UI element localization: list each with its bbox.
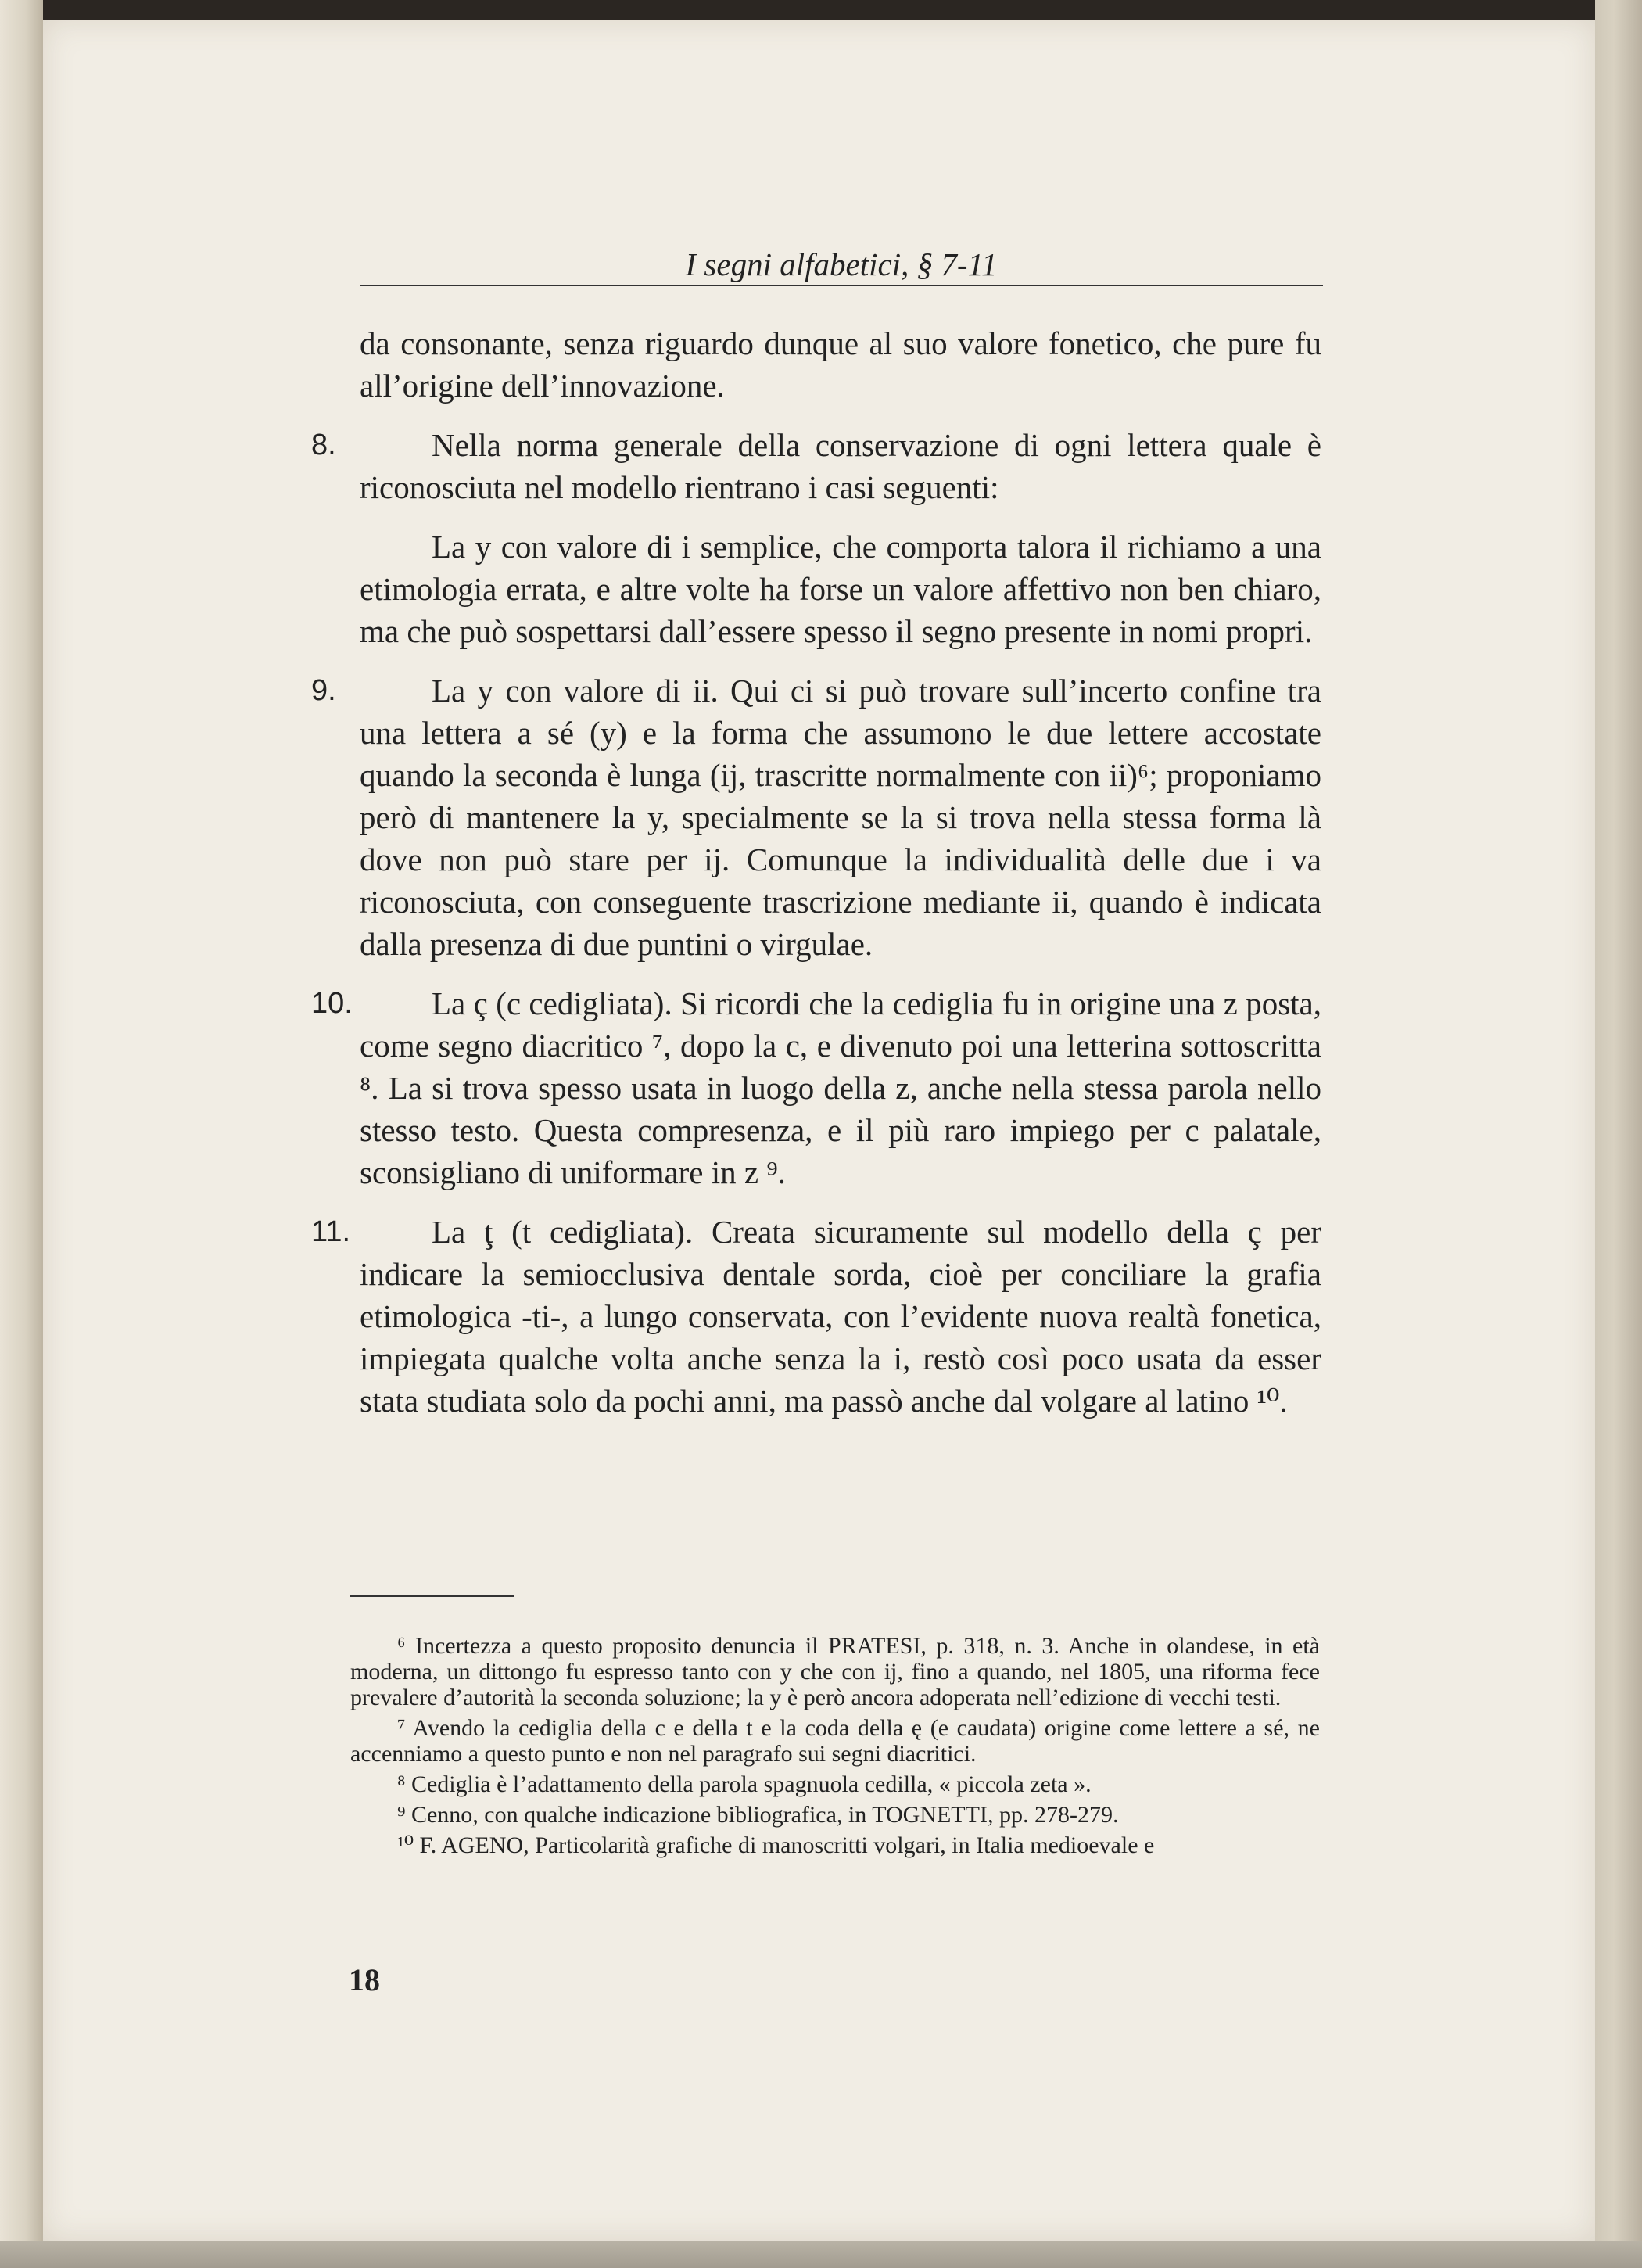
footnote-7: ⁷ Avendo la cediglia della c e della t e la coda della ę (e caudata) origine come lettere a sé, ne accenniamo a questo punto e non nel paragrafo sui segni diacritici.	[350, 1715, 1320, 1767]
page-edge-right	[1595, 0, 1642, 2268]
footnote-8: ⁸ Cediglia è l’adattamento della parola spagnuola cedilla, « piccola zeta ».	[397, 1771, 1092, 1797]
section-9	[311, 669, 1321, 965]
section-text: La ţ (t cedigliata). Creata sicuramente sul modello della ç per indicare la semiocclusiva dentale sorda, cioè per conciliare la grafia etimologica -ti-, a lungo conservata, con l’evidente nuova realtà fonetica, impiegata qualche volta anche senza la i, restò così poco usata da esser stata studiata solo da pochi anni, ma passò anche dal volgare al latino ¹⁰.	[360, 1214, 1321, 1419]
page-number: 18	[349, 1962, 380, 1997]
scan-bottom-strip	[0, 2241, 1642, 2268]
section-text: Nella norma generale della conservazione di ogni lettera quale è riconosciuta nel modello rientrano i casi seguenti:	[360, 427, 1321, 505]
section-text: La ç (c cedigliata). Si ricordi che la cediglia fu in origine una z posta, come segno diacritico ⁷, dopo la c, e divenuto poi una letterina sottoscritta ⁸. La si trova spesso usata in luogo della z, anche nella stessa parola nello stesso testo. Questa compresenza, e il più raro impiego per c palatale, sconsigliano di uniformare in z ⁹.	[360, 985, 1321, 1190]
section-subtext: La y con valore di i semplice, che comporta talora il richiamo a una etimologia errata, e altre volte ha forse un valore affettivo non ben chiaro, ma che può sospettarsi dall’essere spesso il segno presente in nomi propri.	[360, 529, 1321, 649]
page-edge-left	[0, 0, 43, 2268]
intro-paragraph: da consonante, senza riguardo dunque al suo valore fonetico, che pure fu all’origine dell’innovazione.	[360, 325, 1321, 404]
footnote-9: ⁹ Cenno, con qualche indicazione bibliografica, in TOGNETTI, pp. 278-279.	[397, 1802, 1119, 1828]
footnotes	[350, 1633, 1320, 1863]
section-number: 9.	[311, 674, 336, 707]
section-number: 10.	[311, 987, 353, 1020]
footnote-6: ⁶ Incertezza a questo proposito denuncia il PRATESI, p. 318, n. 3. Anche in olandese, in età moderna, un dittongo fu espresso tanto con y che con ij, fino a quando, nel 1805, una riforma fece prevalere d’autorità la seconda soluzione; la y è però ancora adoperata nell’edizione di vecchi testi.	[350, 1633, 1320, 1710]
section-8	[311, 424, 1321, 652]
footnote-rule	[350, 1595, 514, 1597]
section-text: La y con valore di ii. Qui ci si può trovare sull’incerto confine tra una lettera a sé (y) e la forma che assumono le due lettere accostate quando la seconda è lunga (ij, trascritte normalmente con ii)⁶; proponiamo però di mantenere la y, specialmente se la si trova nella stessa forma là dove non può stare per ij. Comunque la individualità delle due i va riconosciuta, con conseguente trascrizione mediante ii, quando è indicata dalla presenza di due puntini o virgulae.	[360, 673, 1321, 962]
section-11	[311, 1211, 1321, 1422]
footnote-10: ¹⁰ F. AGENO, Particolarità grafiche di manoscritti volgari, in Italia medioevale e	[397, 1832, 1155, 1858]
body-text	[311, 322, 1321, 1422]
section-number: 8.	[311, 429, 336, 461]
section-10	[311, 982, 1321, 1193]
running-header: I segni alfabetici, § 7-11	[360, 244, 1323, 286]
section-number: 11.	[311, 1215, 351, 1248]
